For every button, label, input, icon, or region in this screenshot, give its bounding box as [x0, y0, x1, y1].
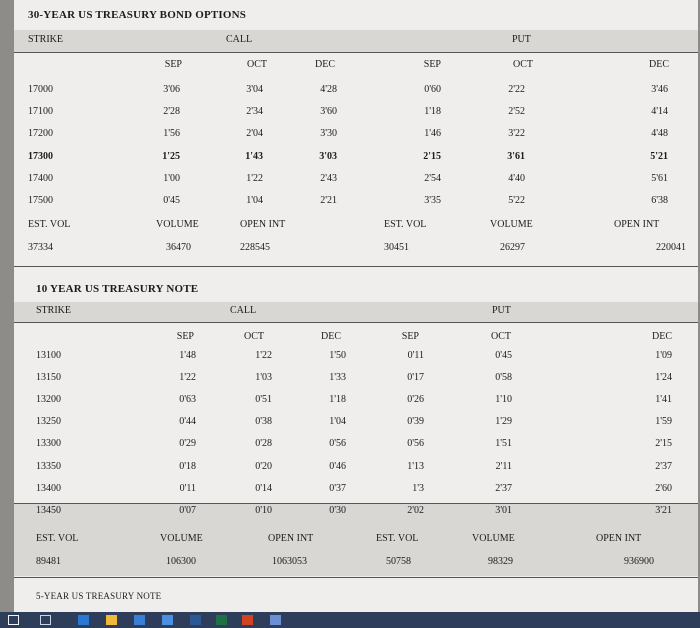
- note-strike-label: STRIKE: [36, 305, 71, 316]
- price-cell: 1'33: [329, 372, 346, 384]
- price-cell: 1'10: [495, 394, 512, 406]
- stats-value-volume: 98329: [488, 556, 513, 567]
- price-cell: 2'37: [495, 482, 512, 494]
- price-cell: 5'61: [651, 172, 668, 184]
- strike-cell: 13300: [36, 438, 61, 450]
- price-cell: 4'14: [651, 106, 668, 118]
- strike-cell: 17000: [28, 84, 53, 95]
- strike-cell: 13350: [36, 460, 61, 472]
- price-cell: 0'63: [179, 394, 196, 406]
- stats-value-est-vol: 50758: [386, 556, 411, 567]
- bond-call-label: CALL: [226, 34, 253, 45]
- price-cell: 0'39: [407, 416, 424, 428]
- price-cell: 1'24: [655, 372, 672, 384]
- price-cell: 0'46: [329, 460, 346, 472]
- price-cell: 4'28: [320, 84, 337, 95]
- price-cell: 1'13: [407, 460, 424, 472]
- price-cell: 0'11: [179, 482, 196, 494]
- price-cell: 0'38: [255, 416, 272, 428]
- month-header-call-sep: SEP: [164, 59, 182, 70]
- price-cell: 1'29: [495, 416, 512, 428]
- price-cell: 1'18: [329, 394, 346, 406]
- price-cell: 1'51: [495, 438, 512, 450]
- folder-icon[interactable]: [106, 615, 117, 625]
- month-header-put-sep: SEP: [401, 331, 419, 342]
- price-cell: 3'01: [495, 504, 512, 516]
- price-cell: 3'03: [319, 150, 337, 162]
- stats-label-volume: VOLUME: [160, 533, 203, 544]
- word-icon[interactable]: [190, 615, 201, 625]
- price-cell: 1'22: [255, 350, 272, 361]
- document-sheet: [14, 0, 698, 612]
- price-cell: 3'35: [424, 195, 441, 206]
- note-section-rule: [14, 577, 698, 578]
- stats-label-est-vol: EST. VOL: [384, 219, 427, 230]
- stats-value-est-vol: 37334: [28, 242, 53, 253]
- price-cell: 3'60: [320, 106, 337, 118]
- month-header-call-dec: DEC: [315, 59, 335, 70]
- price-cell: 2'34: [246, 106, 263, 118]
- price-cell: 2'28: [163, 106, 180, 118]
- powerpoint-icon[interactable]: [242, 615, 253, 625]
- price-cell: 3'21: [655, 504, 672, 516]
- price-cell: 0'17: [407, 372, 424, 384]
- stats-value-open-int: 936900: [624, 556, 654, 567]
- price-cell: 1'43: [245, 150, 263, 162]
- month-header-put-dec: DEC: [652, 331, 672, 342]
- price-cell: 0'11: [407, 350, 424, 361]
- month-header-put-oct: OCT: [491, 331, 511, 342]
- bond-header-rule: [14, 52, 698, 53]
- price-cell: 0'45: [163, 195, 180, 206]
- note-header-rule: [14, 322, 698, 323]
- price-cell: 2'15: [423, 150, 441, 162]
- price-cell: 0'60: [424, 84, 441, 95]
- stats-label-open-int: OPEN INT: [240, 219, 286, 230]
- price-cell: 0'29: [179, 438, 196, 450]
- price-cell: 0'18: [179, 460, 196, 472]
- note-header-band: [14, 302, 698, 322]
- price-cell: 0'45: [495, 350, 512, 361]
- stats-label-est-vol: EST. VOL: [28, 219, 71, 230]
- price-cell: 1'09: [655, 350, 672, 361]
- stats-label-open-int: OPEN INT: [268, 533, 314, 544]
- price-cell: 4'48: [651, 128, 668, 140]
- strike-cell: 17500: [28, 195, 53, 206]
- bond-put-label: PUT: [512, 34, 531, 45]
- price-cell: 3'04: [246, 84, 263, 95]
- price-cell: 0'56: [329, 438, 346, 450]
- store-icon[interactable]: [134, 615, 145, 625]
- price-cell: 1'04: [246, 195, 263, 206]
- stats-label-volume: VOLUME: [490, 219, 533, 230]
- month-header-call-sep: SEP: [176, 331, 194, 342]
- price-cell: 1'25: [162, 150, 180, 162]
- price-cell: 0'30: [329, 504, 346, 516]
- price-cell: 0'07: [179, 504, 196, 516]
- month-header-call-oct: OCT: [247, 59, 267, 70]
- strike-cell: 13100: [36, 350, 61, 361]
- bond-title: 30-YEAR US TREASURY BOND OPTIONS: [28, 9, 247, 21]
- note-title: 10 YEAR US TREASURY NOTE: [36, 283, 199, 295]
- price-cell: 3'22: [508, 128, 525, 140]
- stats-label-est-vol: EST. VOL: [376, 533, 419, 544]
- stats-value-est-vol: 30451: [384, 242, 409, 253]
- month-header-call-oct: OCT: [244, 331, 264, 342]
- price-cell: 1'50: [329, 350, 346, 361]
- excel-icon[interactable]: [216, 615, 227, 625]
- price-cell: 1'00: [163, 172, 180, 184]
- price-cell: 2'11: [495, 460, 512, 472]
- month-header-put-oct: OCT: [513, 59, 533, 70]
- price-cell: 1'04: [329, 416, 346, 428]
- price-cell: 3'61: [507, 150, 525, 162]
- price-cell: 3'46: [651, 84, 668, 95]
- stats-value-open-int: 220041: [656, 242, 686, 253]
- strike-cell: 17100: [28, 106, 53, 118]
- price-cell: 0'44: [179, 416, 196, 428]
- price-cell: 1'18: [424, 106, 441, 118]
- bond-section-rule: [14, 266, 698, 267]
- task-view-icon[interactable]: [40, 615, 51, 625]
- price-cell: 0'26: [407, 394, 424, 406]
- price-cell: 1'56: [163, 128, 180, 140]
- strike-cell: 13400: [36, 482, 61, 494]
- stats-value-volume: 26297: [500, 242, 525, 253]
- note-call-label: CALL: [230, 305, 257, 316]
- price-cell: 0'20: [255, 460, 272, 472]
- bond-strike-label: STRIKE: [28, 34, 63, 45]
- price-cell: 2'52: [508, 106, 525, 118]
- price-cell: 2'22: [508, 84, 525, 95]
- price-cell: 0'56: [407, 438, 424, 450]
- strike-cell: 17200: [28, 128, 53, 140]
- stats-value-volume: 106300: [166, 556, 196, 567]
- stats-value-est-vol: 89481: [36, 556, 61, 567]
- strike-cell: 13450: [36, 504, 61, 516]
- stats-value-volume: 36470: [166, 242, 191, 253]
- price-cell: 1'03: [255, 372, 272, 384]
- price-cell: 0'37: [329, 482, 346, 494]
- stats-label-open-int: OPEN INT: [614, 219, 660, 230]
- price-cell: 2'43: [320, 172, 337, 184]
- price-cell: 0'28: [255, 438, 272, 450]
- five-year-title: 5-YEAR US TREASURY NOTE: [36, 591, 162, 601]
- price-cell: 2'54: [424, 172, 441, 184]
- strike-cell: 13200: [36, 394, 61, 406]
- price-cell: 2'21: [320, 195, 337, 206]
- taskbar: [0, 612, 700, 628]
- month-header-call-dec: DEC: [321, 331, 341, 342]
- price-cell: 2'15: [655, 438, 672, 450]
- strike-cell: 13150: [36, 372, 61, 384]
- price-cell: 1'3: [412, 482, 424, 494]
- bond-header-band: [14, 30, 698, 52]
- price-cell: 4'40: [508, 172, 525, 184]
- stats-label-volume: VOLUME: [156, 219, 199, 230]
- note-put-label: PUT: [492, 305, 511, 316]
- price-cell: 6'38: [651, 195, 668, 206]
- price-cell: 2'37: [655, 460, 672, 472]
- price-cell: 1'48: [179, 350, 196, 361]
- price-cell: 5'21: [650, 150, 668, 162]
- stats-value-open-int: 1063053: [272, 556, 307, 567]
- strike-cell: 17400: [28, 172, 53, 184]
- price-cell: 0'10: [255, 504, 272, 516]
- strike-cell: 13250: [36, 416, 61, 428]
- stats-label-est-vol: EST. VOL: [36, 533, 79, 544]
- mail-icon[interactable]: [162, 615, 173, 625]
- start-icon[interactable]: [8, 615, 19, 625]
- price-cell: 1'22: [246, 172, 263, 184]
- browser-icon[interactable]: [78, 615, 89, 625]
- price-cell: 5'22: [508, 195, 525, 206]
- month-header-put-dec: DEC: [649, 59, 669, 70]
- price-cell: 1'59: [655, 416, 672, 428]
- price-cell: 0'51: [255, 394, 272, 406]
- price-cell: 3'06: [163, 84, 180, 95]
- price-cell: 3'30: [320, 128, 337, 140]
- month-header-put-sep: SEP: [423, 59, 441, 70]
- stats-value-open-int: 228545: [240, 242, 270, 253]
- price-cell: 2'04: [246, 128, 263, 140]
- photos-icon[interactable]: [270, 615, 281, 625]
- price-cell: 1'41: [655, 394, 672, 406]
- price-cell: 1'46: [424, 128, 441, 140]
- price-cell: 2'02: [407, 504, 424, 516]
- stats-label-volume: VOLUME: [472, 533, 515, 544]
- price-cell: 0'14: [255, 482, 272, 494]
- stats-label-open-int: OPEN INT: [596, 533, 642, 544]
- price-cell: 0'58: [495, 372, 512, 384]
- price-cell: 1'22: [179, 372, 196, 384]
- strike-cell: 17300: [28, 150, 53, 162]
- price-cell: 2'60: [655, 482, 672, 494]
